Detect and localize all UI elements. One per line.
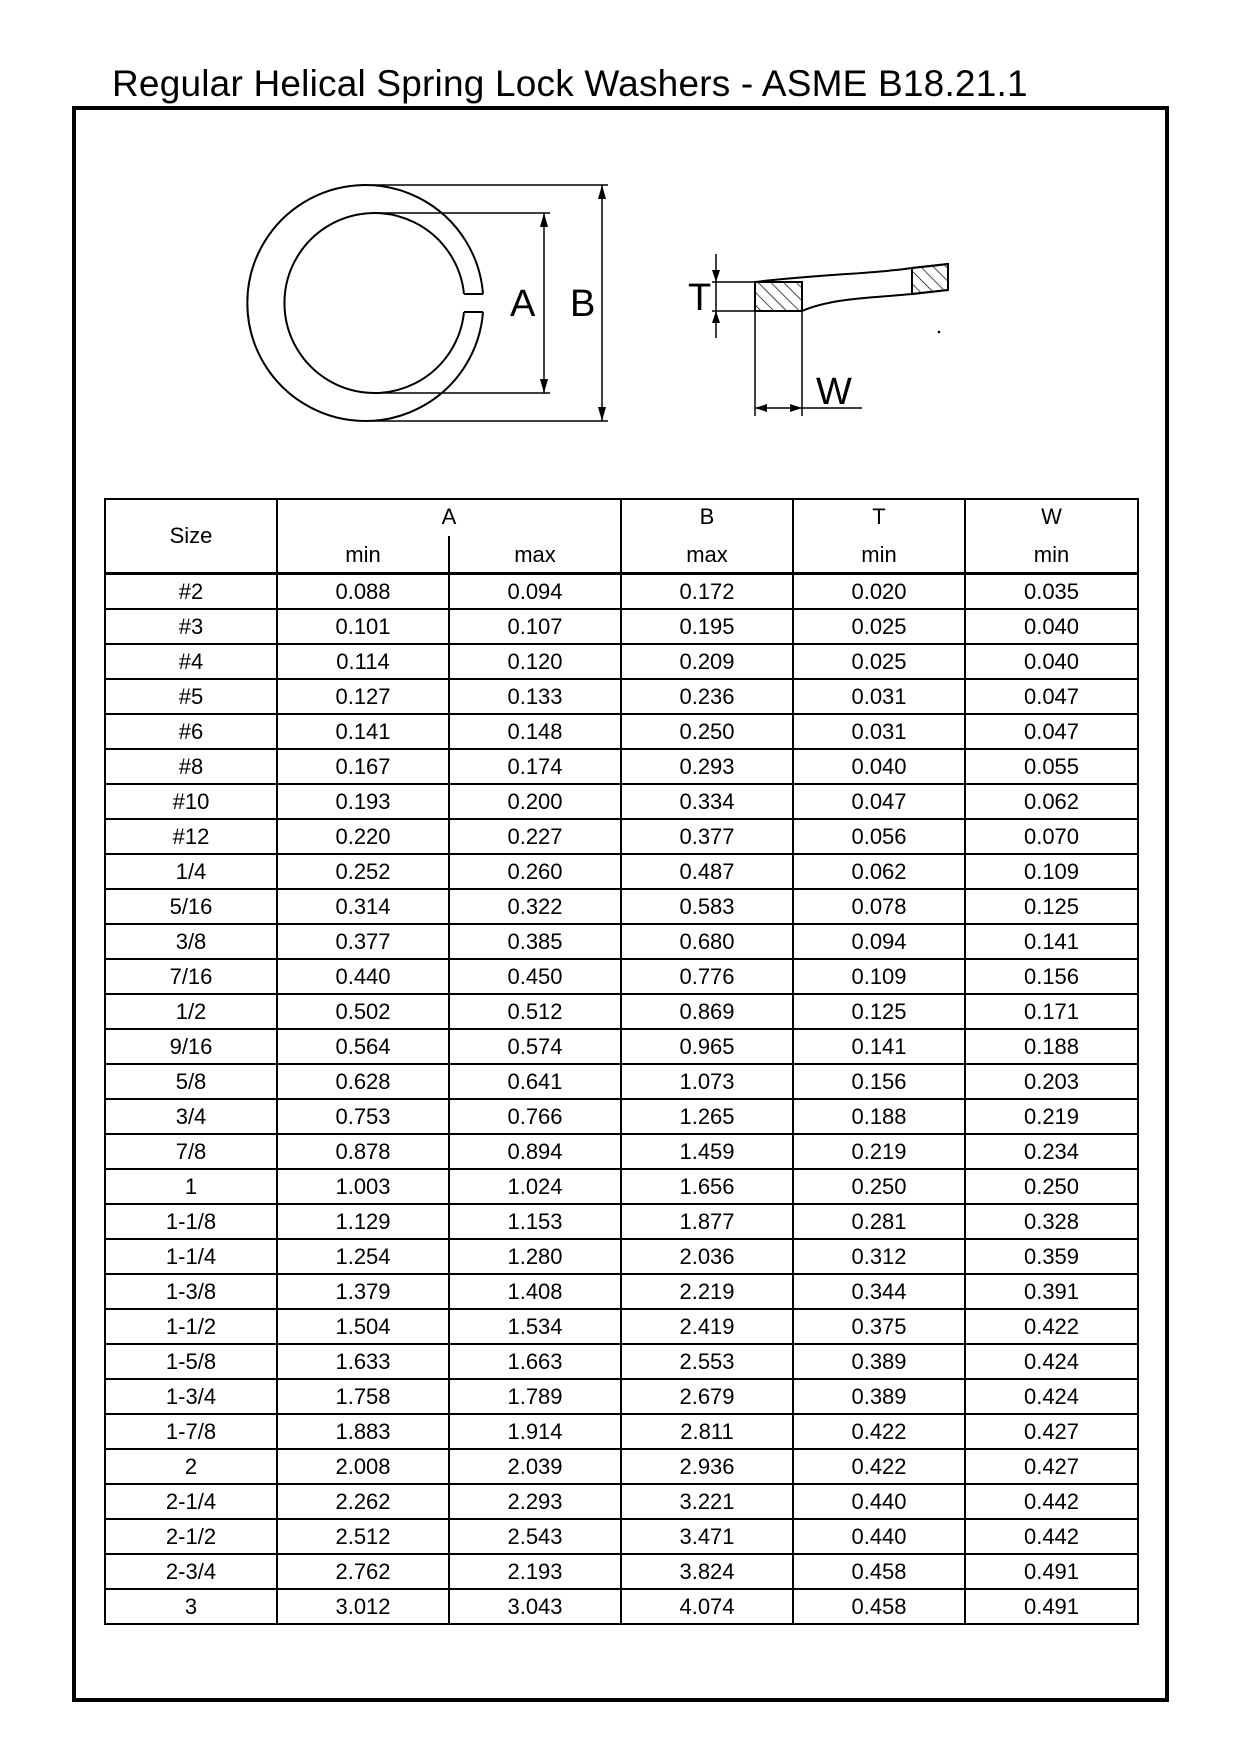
cell-size: #4 — [105, 644, 277, 679]
cell-t-min: 0.031 — [793, 714, 965, 749]
cell-b-max: 1.459 — [621, 1134, 793, 1169]
table-row — [105, 679, 1138, 714]
cell-b-max: 0.776 — [621, 959, 793, 994]
cell-a-min: 0.141 — [277, 714, 449, 749]
cell-b-max: 0.209 — [621, 644, 793, 679]
table-row — [105, 1449, 1138, 1484]
cell-a-max: 0.385 — [449, 924, 621, 959]
cell-a-max: 0.260 — [449, 854, 621, 889]
page-title: Regular Helical Spring Lock Washers - ASME B18.21.1 — [112, 63, 1028, 104]
label-b: B — [570, 283, 596, 325]
cell-a-max: 2.039 — [449, 1449, 621, 1484]
cell-w-min: 0.035 — [965, 574, 1138, 610]
cell-size: 2-3/4 — [105, 1554, 277, 1589]
cell-t-min: 0.125 — [793, 994, 965, 1029]
table-row — [105, 1379, 1138, 1414]
cell-a-min: 0.878 — [277, 1134, 449, 1169]
cell-a-min: 1.633 — [277, 1344, 449, 1379]
cell-b-max: 0.377 — [621, 819, 793, 854]
cell-a-min: 0.628 — [277, 1064, 449, 1099]
cell-b-max: 3.824 — [621, 1554, 793, 1589]
cell-b-max: 1.877 — [621, 1204, 793, 1239]
table-row — [105, 924, 1138, 959]
table-row — [105, 1519, 1138, 1554]
cell-t-min: 0.219 — [793, 1134, 965, 1169]
cell-size: 5/16 — [105, 889, 277, 924]
cell-size: 1-1/8 — [105, 1204, 277, 1239]
header-w-min: min — [965, 536, 1138, 574]
header-a-max: max — [449, 536, 621, 574]
label-t: T — [688, 277, 712, 319]
cell-t-min: 0.094 — [793, 924, 965, 959]
table-row — [105, 1134, 1138, 1169]
cell-w-min: 0.427 — [965, 1414, 1138, 1449]
table-row — [105, 889, 1138, 924]
cell-a-max: 0.574 — [449, 1029, 621, 1064]
washer-dimensions-table — [104, 498, 1139, 1625]
cell-w-min: 0.125 — [965, 889, 1138, 924]
cell-t-min: 0.458 — [793, 1589, 965, 1624]
cell-a-min: 1.129 — [277, 1204, 449, 1239]
cell-w-min: 0.055 — [965, 749, 1138, 784]
cell-b-max: 1.265 — [621, 1099, 793, 1134]
cell-size: 7/8 — [105, 1134, 277, 1169]
table-row — [105, 1064, 1138, 1099]
cell-size: #5 — [105, 679, 277, 714]
table-row — [105, 994, 1138, 1029]
cell-w-min: 0.188 — [965, 1029, 1138, 1064]
cell-t-min: 0.188 — [793, 1099, 965, 1134]
washer-diagram — [72, 106, 1169, 486]
cell-a-min: 0.167 — [277, 749, 449, 784]
cell-size: 1-3/8 — [105, 1274, 277, 1309]
cell-b-max: 2.219 — [621, 1274, 793, 1309]
cell-w-min: 0.062 — [965, 784, 1138, 819]
cell-a-max: 2.543 — [449, 1519, 621, 1554]
cell-a-min: 1.504 — [277, 1309, 449, 1344]
cell-t-min: 0.389 — [793, 1379, 965, 1414]
cell-a-min: 1.379 — [277, 1274, 449, 1309]
cell-w-min: 0.047 — [965, 714, 1138, 749]
cell-size: 2-1/2 — [105, 1519, 277, 1554]
cell-t-min: 0.031 — [793, 679, 965, 714]
cell-a-min: 0.502 — [277, 994, 449, 1029]
cell-a-max: 0.120 — [449, 644, 621, 679]
table-row — [105, 854, 1138, 889]
cell-a-min: 0.193 — [277, 784, 449, 819]
cell-w-min: 0.491 — [965, 1589, 1138, 1624]
cell-w-min: 0.427 — [965, 1449, 1138, 1484]
cell-w-min: 0.250 — [965, 1169, 1138, 1204]
table-row — [105, 1484, 1138, 1519]
cell-b-max: 0.236 — [621, 679, 793, 714]
cell-b-max: 0.293 — [621, 749, 793, 784]
cell-size: 1-1/2 — [105, 1309, 277, 1344]
cell-t-min: 0.458 — [793, 1554, 965, 1589]
cell-t-min: 0.422 — [793, 1414, 965, 1449]
cell-a-max: 1.663 — [449, 1344, 621, 1379]
table-row — [105, 784, 1138, 819]
cell-b-max: 0.250 — [621, 714, 793, 749]
cell-t-min: 0.440 — [793, 1484, 965, 1519]
cell-size: 1-1/4 — [105, 1239, 277, 1274]
cell-b-max: 0.965 — [621, 1029, 793, 1064]
table-row — [105, 819, 1138, 854]
cell-b-max: 3.221 — [621, 1484, 793, 1519]
cell-a-max: 1.789 — [449, 1379, 621, 1414]
cell-b-max: 0.334 — [621, 784, 793, 819]
label-w: W — [816, 371, 852, 413]
cell-t-min: 0.025 — [793, 609, 965, 644]
table-row — [105, 749, 1138, 784]
cell-a-min: 3.012 — [277, 1589, 449, 1624]
cell-a-min: 1.003 — [277, 1169, 449, 1204]
cell-b-max: 2.936 — [621, 1449, 793, 1484]
table-row — [105, 1589, 1138, 1624]
cell-a-min: 0.440 — [277, 959, 449, 994]
cell-a-max: 0.894 — [449, 1134, 621, 1169]
cell-a-min: 1.758 — [277, 1379, 449, 1414]
cell-a-min: 2.008 — [277, 1449, 449, 1484]
cell-size: #12 — [105, 819, 277, 854]
cell-a-min: 1.254 — [277, 1239, 449, 1274]
table-row — [105, 574, 1138, 610]
cell-b-max: 1.073 — [621, 1064, 793, 1099]
cell-t-min: 0.040 — [793, 749, 965, 784]
cell-b-max: 2.679 — [621, 1379, 793, 1414]
cell-size: 3/4 — [105, 1099, 277, 1134]
cell-a-min: 1.883 — [277, 1414, 449, 1449]
cell-a-min: 2.762 — [277, 1554, 449, 1589]
cell-size: 3 — [105, 1589, 277, 1624]
cell-a-max: 2.293 — [449, 1484, 621, 1519]
header-t: T — [793, 499, 965, 536]
table-row — [105, 1099, 1138, 1134]
cell-b-max: 0.583 — [621, 889, 793, 924]
table-row — [105, 1344, 1138, 1379]
cell-b-max: 2.419 — [621, 1309, 793, 1344]
cell-b-max: 3.471 — [621, 1519, 793, 1554]
cell-w-min: 0.234 — [965, 1134, 1138, 1169]
cell-size: 2 — [105, 1449, 277, 1484]
cell-a-min: 2.512 — [277, 1519, 449, 1554]
cell-a-min: 0.377 — [277, 924, 449, 959]
cell-w-min: 0.156 — [965, 959, 1138, 994]
cell-a-max: 2.193 — [449, 1554, 621, 1589]
cell-a-max: 1.914 — [449, 1414, 621, 1449]
washer-top-view — [247, 185, 483, 421]
cell-a-max: 1.153 — [449, 1204, 621, 1239]
cell-w-min: 0.442 — [965, 1484, 1138, 1519]
cell-b-max: 0.487 — [621, 854, 793, 889]
cell-a-min: 0.220 — [277, 819, 449, 854]
table-row — [105, 1169, 1138, 1204]
cell-w-min: 0.442 — [965, 1519, 1138, 1554]
cell-size: 7/16 — [105, 959, 277, 994]
table-row — [105, 1274, 1138, 1309]
cell-b-max: 2.553 — [621, 1344, 793, 1379]
cell-b-max: 1.656 — [621, 1169, 793, 1204]
cell-w-min: 0.424 — [965, 1379, 1138, 1414]
cell-size: 1 — [105, 1169, 277, 1204]
cell-a-max: 0.450 — [449, 959, 621, 994]
cell-w-min: 0.219 — [965, 1099, 1138, 1134]
cell-t-min: 0.047 — [793, 784, 965, 819]
cell-a-max: 0.133 — [449, 679, 621, 714]
cell-a-min: 0.753 — [277, 1099, 449, 1134]
cell-size: #3 — [105, 609, 277, 644]
cell-a-max: 0.107 — [449, 609, 621, 644]
cell-b-max: 4.074 — [621, 1589, 793, 1624]
cell-a-min: 0.564 — [277, 1029, 449, 1064]
cell-w-min: 0.391 — [965, 1274, 1138, 1309]
cell-w-min: 0.171 — [965, 994, 1138, 1029]
table-row — [105, 959, 1138, 994]
cell-a-max: 1.024 — [449, 1169, 621, 1204]
cell-t-min: 0.156 — [793, 1064, 965, 1099]
table-row — [105, 714, 1138, 749]
header-b-max: max — [621, 536, 793, 574]
cell-a-max: 0.174 — [449, 749, 621, 784]
cell-t-min: 0.141 — [793, 1029, 965, 1064]
table-row — [105, 1029, 1138, 1064]
cell-t-min: 0.422 — [793, 1449, 965, 1484]
cell-w-min: 0.141 — [965, 924, 1138, 959]
cell-a-max: 0.766 — [449, 1099, 621, 1134]
cell-b-max: 2.036 — [621, 1239, 793, 1274]
cell-a-max: 3.043 — [449, 1589, 621, 1624]
table-row — [105, 1204, 1138, 1239]
header-t-min: min — [793, 536, 965, 574]
header-size: Size — [105, 499, 277, 574]
label-a: A — [510, 283, 536, 325]
cell-w-min: 0.491 — [965, 1554, 1138, 1589]
table-row — [105, 644, 1138, 679]
cell-a-max: 1.534 — [449, 1309, 621, 1344]
cell-a-min: 0.101 — [277, 609, 449, 644]
cell-t-min: 0.025 — [793, 644, 965, 679]
table-row — [105, 609, 1138, 644]
cell-a-max: 0.227 — [449, 819, 621, 854]
cell-t-min: 0.281 — [793, 1204, 965, 1239]
cell-w-min: 0.203 — [965, 1064, 1138, 1099]
table-row — [105, 1554, 1138, 1589]
cell-size: 5/8 — [105, 1064, 277, 1099]
cell-t-min: 0.440 — [793, 1519, 965, 1554]
table-row — [105, 1239, 1138, 1274]
cell-w-min: 0.070 — [965, 819, 1138, 854]
cell-t-min: 0.389 — [793, 1344, 965, 1379]
cell-w-min: 0.040 — [965, 644, 1138, 679]
cell-size: 1-7/8 — [105, 1414, 277, 1449]
cell-t-min: 0.312 — [793, 1239, 965, 1274]
cell-a-min: 0.314 — [277, 889, 449, 924]
cell-t-min: 0.109 — [793, 959, 965, 994]
cell-t-min: 0.344 — [793, 1274, 965, 1309]
cell-b-max: 0.869 — [621, 994, 793, 1029]
cell-size: #8 — [105, 749, 277, 784]
cell-b-max: 2.811 — [621, 1414, 793, 1449]
cell-b-max: 0.680 — [621, 924, 793, 959]
cell-size: 2-1/4 — [105, 1484, 277, 1519]
cell-w-min: 0.359 — [965, 1239, 1138, 1274]
cell-a-min: 0.127 — [277, 679, 449, 714]
cell-t-min: 0.375 — [793, 1309, 965, 1344]
cell-a-max: 0.322 — [449, 889, 621, 924]
cell-t-min: 0.056 — [793, 819, 965, 854]
cell-w-min: 0.047 — [965, 679, 1138, 714]
table-row — [105, 1414, 1138, 1449]
cell-size: 1-5/8 — [105, 1344, 277, 1379]
cell-t-min: 0.062 — [793, 854, 965, 889]
cell-size: 9/16 — [105, 1029, 277, 1064]
cell-a-max: 1.408 — [449, 1274, 621, 1309]
cell-w-min: 0.424 — [965, 1344, 1138, 1379]
cell-t-min: 0.020 — [793, 574, 965, 610]
table-row — [105, 1309, 1138, 1344]
cell-size: 1-3/4 — [105, 1379, 277, 1414]
cell-t-min: 0.078 — [793, 889, 965, 924]
cell-size: #10 — [105, 784, 277, 819]
cell-b-max: 0.195 — [621, 609, 793, 644]
cell-w-min: 0.328 — [965, 1204, 1138, 1239]
cell-a-min: 0.114 — [277, 644, 449, 679]
cell-a-max: 0.148 — [449, 714, 621, 749]
header-a: A — [277, 499, 621, 536]
cell-w-min: 0.040 — [965, 609, 1138, 644]
cell-a-max: 0.512 — [449, 994, 621, 1029]
cell-size: #2 — [105, 574, 277, 610]
cell-a-max: 1.280 — [449, 1239, 621, 1274]
cell-a-min: 2.262 — [277, 1484, 449, 1519]
header-w: W — [965, 499, 1138, 536]
cell-a-max: 0.200 — [449, 784, 621, 819]
cell-w-min: 0.109 — [965, 854, 1138, 889]
table-body — [105, 574, 1138, 1625]
cell-b-max: 0.172 — [621, 574, 793, 610]
cell-a-min: 0.088 — [277, 574, 449, 610]
header-b: B — [621, 499, 793, 536]
cell-w-min: 0.422 — [965, 1309, 1138, 1344]
cell-size: 1/4 — [105, 854, 277, 889]
header-a-min: min — [277, 536, 449, 574]
cell-t-min: 0.250 — [793, 1169, 965, 1204]
cell-a-min: 0.252 — [277, 854, 449, 889]
cell-a-max: 0.094 — [449, 574, 621, 610]
cell-size: 3/8 — [105, 924, 277, 959]
cell-a-max: 0.641 — [449, 1064, 621, 1099]
cell-size: 1/2 — [105, 994, 277, 1029]
cell-size: #6 — [105, 714, 277, 749]
